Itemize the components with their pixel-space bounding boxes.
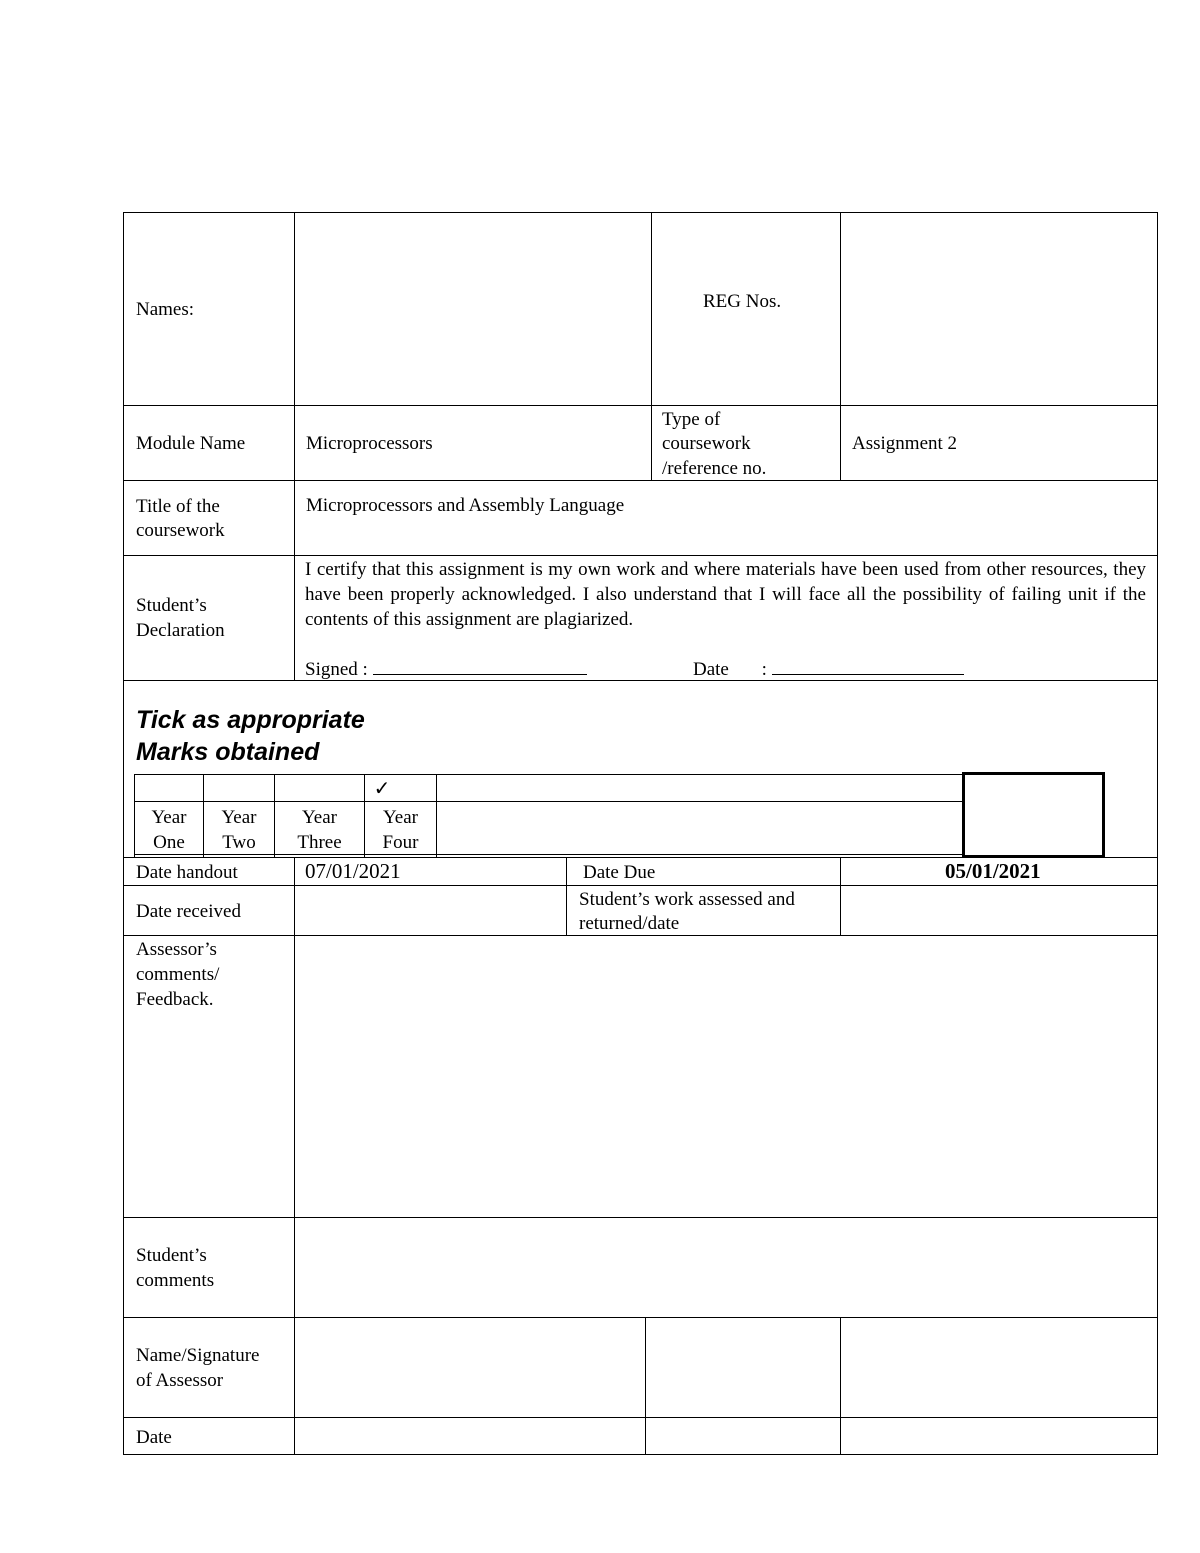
border-right — [1157, 212, 1158, 1455]
year-two-line2: Two — [222, 832, 256, 853]
col-line — [294, 212, 295, 681]
assessor-signature-field-3[interactable] — [852, 1325, 1147, 1410]
border-left — [123, 212, 124, 1455]
year-one-line2: One — [153, 832, 185, 853]
tick-heading: Tick as appropriate — [136, 706, 365, 734]
signed-label: Signed : — [305, 659, 368, 680]
declaration-date-line — [693, 656, 964, 682]
assessor-signature-label-line2: of Assessor — [136, 1370, 224, 1391]
coursework-type-label-line1: Type of — [662, 409, 721, 430]
assessor-comments-label-line1: Assessor’s — [136, 939, 217, 960]
marks-heading: Marks obtained — [136, 738, 320, 766]
declaration-text: I certify that this assignment is my own work and where materials have been used from other resources, they have been properly acknowledged. I also understand that I will face all the possibility of failing unit if the contents of this assignment are plagiarized. — [305, 559, 1146, 630]
coursework-title-value: Microprocessors and Assembly Language — [306, 495, 625, 516]
date-due-label: Date Due — [583, 862, 656, 883]
assessor-signature-field[interactable] — [306, 1325, 636, 1410]
row-line — [123, 1217, 1158, 1218]
coursework-title-label-line2: coursework — [136, 520, 225, 541]
col-line — [840, 212, 841, 481]
module-name-value: Microprocessors — [306, 433, 433, 454]
coursework-title-label-line1: Title of the — [136, 496, 220, 517]
row-line — [123, 480, 1158, 481]
assessor-signature-label-line1: Name/Signature — [136, 1345, 260, 1366]
coursework-type-label-line3: /reference no. — [662, 458, 767, 479]
names-label: Names: — [136, 299, 195, 320]
reg-nos-label: REG Nos. — [703, 291, 782, 312]
student-comments-label-line1: Student’s — [136, 1245, 207, 1266]
year-three-line1: Year — [301, 807, 337, 828]
col-line — [294, 857, 295, 1455]
assessor-comments-label-line3: Feedback. — [136, 989, 214, 1010]
declaration-date-field[interactable] — [772, 656, 964, 675]
assessor-comments-label-line2: comments/ — [136, 964, 220, 985]
assessor-comments-field[interactable] — [306, 945, 1146, 1205]
tick-line — [436, 774, 437, 858]
coursework-type-label-line2: coursework — [662, 433, 751, 454]
row-line — [123, 1317, 1158, 1318]
marks-obtained-box[interactable] — [962, 772, 1105, 858]
year-one-line1: Year — [151, 807, 187, 828]
year-four-line2: Four — [382, 832, 419, 853]
row-line — [123, 405, 1158, 406]
declaration-label-line2: Declaration — [136, 620, 225, 641]
declaration-date-label: Date — [693, 659, 729, 680]
declaration-date-colon: : — [761, 659, 767, 680]
date-handout-label: Date handout — [136, 862, 238, 883]
date-handout-value: 07/01/2021 — [305, 859, 401, 883]
row-line — [123, 555, 1158, 556]
student-comments-label-line2: comments — [136, 1270, 215, 1291]
assessed-returned-label-line1: Student’s work assessed and — [579, 889, 795, 910]
row-line — [123, 212, 1158, 213]
year-three-line2: Three — [297, 832, 342, 853]
coursework-type-value: Assignment 2 — [852, 433, 958, 454]
final-date-label: Date — [136, 1427, 172, 1448]
row-line — [123, 885, 1158, 886]
student-comments-field[interactable] — [306, 1225, 1146, 1310]
date-due-value: 05/01/2021 — [945, 859, 1041, 883]
declaration-label-line1: Student’s — [136, 595, 207, 616]
col-line — [840, 857, 841, 936]
year-two-line1: Year — [221, 807, 257, 828]
row-line — [123, 1417, 1158, 1418]
assessed-returned-label-line2: returned/date — [579, 913, 680, 934]
tick-line — [134, 774, 964, 775]
tick-line — [134, 801, 964, 802]
signed-line — [305, 656, 587, 682]
date-received-label: Date received — [136, 901, 241, 922]
col-line — [651, 212, 652, 481]
checkmark-icon[interactable]: ✓ — [373, 776, 391, 800]
row-line — [123, 1454, 1158, 1455]
module-name-label: Module Name — [136, 433, 246, 454]
signature-field[interactable] — [373, 656, 587, 675]
assessor-signature-field-2[interactable] — [656, 1325, 831, 1410]
row-line — [123, 680, 1158, 681]
col-line — [566, 857, 567, 936]
year-four-line1: Year — [382, 807, 418, 828]
col-line — [840, 1317, 841, 1455]
col-line — [645, 1317, 646, 1455]
